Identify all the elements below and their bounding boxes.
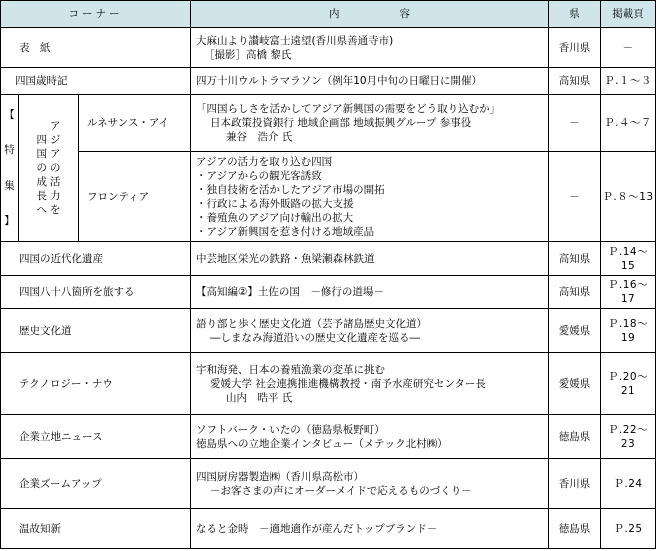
special-label-char: 集 bbox=[4, 179, 15, 192]
content-line: 中芸地区栄光の鉄路・魚梁瀬森林鉄道 bbox=[196, 252, 375, 265]
header-pref: 県 bbox=[549, 1, 601, 28]
special-label-char: 【 bbox=[4, 109, 15, 121]
corner-cell: 四国歳時記 bbox=[1, 68, 191, 95]
pref-cell: 香川県 bbox=[549, 459, 601, 509]
theme-char: 長 bbox=[36, 190, 47, 202]
pref-cell: 高知県 bbox=[549, 242, 601, 276]
content-cell bbox=[191, 415, 549, 459]
table-row bbox=[1, 242, 656, 276]
page-cell: Ｐ.18～19 bbox=[601, 309, 656, 353]
content-line: ―しまなみ海道沿いの歴史文化遺産を巡る― bbox=[210, 331, 421, 344]
table-row bbox=[1, 459, 656, 509]
content-line: ・行政による海外販路の拡大支援 bbox=[196, 197, 354, 210]
content-line: 兼谷 浩介 氏 bbox=[226, 131, 293, 143]
content-line: アジアの活力を取り込む四国 bbox=[196, 155, 333, 168]
pref-cell: － bbox=[549, 152, 601, 242]
corner-cell: 四国八十八箇所を旅する bbox=[1, 276, 191, 309]
theme-char: ア bbox=[50, 120, 61, 132]
corner-cell: ルネサンス・アイ bbox=[79, 95, 191, 152]
corner-cell: 温故知新 bbox=[1, 509, 191, 549]
table-row bbox=[1, 68, 656, 95]
pref-cell: 愛媛県 bbox=[549, 309, 601, 353]
content-cell bbox=[191, 28, 549, 68]
theme-char: へ bbox=[36, 204, 47, 216]
corner-cell: 表 紙 bbox=[1, 28, 191, 68]
corner-cell: 企業ズームアップ bbox=[1, 459, 191, 509]
theme-char: を bbox=[50, 204, 61, 216]
theme-char: 力 bbox=[50, 190, 61, 202]
theme-char: ア bbox=[50, 148, 61, 160]
special-label-char: 】 bbox=[4, 214, 15, 227]
content-line: 「四国らしさを活かしてアジア新興国の需要をどう取り込むか」 bbox=[196, 103, 501, 115]
content-line: ・アジアからの観光客誘致 bbox=[196, 169, 322, 182]
content-cell bbox=[191, 152, 549, 242]
page-cell: Ｐ.16～17 bbox=[601, 276, 656, 309]
theme-char: の bbox=[50, 162, 61, 174]
corner-cell: 企業立地ニュース bbox=[1, 415, 191, 459]
theme-char: 活 bbox=[50, 176, 61, 188]
content-line: －お客さまの声にオーダーメイドで応えるものづくり－ bbox=[210, 484, 472, 497]
header-corner: コーナー bbox=[1, 1, 191, 28]
table-row bbox=[1, 309, 656, 353]
content-cell bbox=[191, 68, 549, 95]
page-cell: Ｐ.８～13 bbox=[601, 152, 656, 242]
page-cell: Ｐ.24 bbox=[601, 459, 656, 509]
header-content: 内 容 bbox=[191, 1, 549, 28]
content-cell bbox=[191, 459, 549, 509]
special-label-char: 特 bbox=[4, 144, 15, 157]
table-row bbox=[1, 276, 656, 309]
page-cell: － bbox=[601, 28, 656, 68]
page-cell: Ｐ.25 bbox=[601, 509, 656, 549]
special-row-2 bbox=[1, 152, 656, 242]
pref-cell: 徳島県 bbox=[549, 509, 601, 549]
corner-cell: 四国の近代化遺産 bbox=[1, 242, 191, 276]
content-cell bbox=[191, 509, 549, 549]
content-cell bbox=[191, 353, 549, 415]
content-line: 大麻山より讃岐富士遠望(香川県善通寺市) bbox=[196, 34, 394, 47]
content-line: 山内 晧平 氏 bbox=[226, 391, 293, 404]
content-line: ・アジア新興国を惹き付ける地域産品 bbox=[196, 225, 375, 238]
content-line: 【高知編②】土佐の国 －修行の道場－ bbox=[196, 286, 384, 298]
content-cell bbox=[191, 276, 549, 309]
content-line: なると金時 －適地適作が産んだトップブランド－ bbox=[196, 522, 438, 535]
table-row bbox=[1, 28, 656, 68]
content-line: ・養殖魚のアジア向け輸出の拡大 bbox=[196, 211, 354, 224]
content-cell bbox=[191, 242, 549, 276]
corner-cell: テクノロジー・ナウ bbox=[1, 353, 191, 415]
theme-char: 成 bbox=[36, 176, 47, 188]
content-line: 日本政策投資銀行 地域企画部 地域振興グループ 参事役 bbox=[210, 117, 472, 129]
content-line: 愛媛大学 社会連携推進機構教授・南予水産研究センター長 bbox=[210, 377, 486, 390]
corner-cell: フロンティア bbox=[79, 152, 191, 242]
pref-cell: 高知県 bbox=[549, 276, 601, 309]
content-line: 語り部と歩く歴史文化道（芸予諸島歴史文化道） bbox=[196, 317, 428, 330]
pref-cell: 高知県 bbox=[549, 68, 601, 95]
pref-cell: 香川県 bbox=[549, 28, 601, 68]
theme-char: 四 bbox=[36, 134, 47, 146]
content-line: 徳島県への立地企業インタビュー（メテック北村㈱） bbox=[196, 437, 448, 450]
content-line: ソフトバーク・いたの（徳島県板野町） bbox=[196, 423, 385, 436]
page-cell: Ｐ.１～３ bbox=[601, 68, 656, 95]
special-row-1 bbox=[1, 95, 656, 152]
content-line: 宇和海発、日本の養殖漁業の変革に挑む bbox=[196, 363, 386, 376]
corner-cell: 歴史文化道 bbox=[1, 309, 191, 353]
theme-char: の bbox=[36, 162, 47, 174]
pref-cell: 徳島県 bbox=[549, 415, 601, 459]
special-label bbox=[1, 95, 19, 242]
content-line: 四万十川ウルトラマラソン（例年10月中旬の日曜日に開催） bbox=[196, 75, 483, 87]
content-cell bbox=[191, 95, 549, 152]
theme-char: 国 bbox=[36, 148, 47, 160]
content-line: ・独自技術を活かしたアジア市場の開拓 bbox=[196, 183, 385, 196]
special-theme bbox=[19, 95, 79, 242]
pref-cell: － bbox=[549, 95, 601, 152]
page-cell: Ｐ.22～23 bbox=[601, 415, 656, 459]
content-cell bbox=[191, 309, 549, 353]
table-row bbox=[1, 353, 656, 415]
content-line: ［撮影］高橋 黎氏 bbox=[204, 48, 292, 61]
content-line: 四国厨房器製造㈱（香川県高松市） bbox=[196, 470, 365, 483]
pref-cell: 愛媛県 bbox=[549, 353, 601, 415]
header-row bbox=[1, 1, 656, 28]
theme-char: ジ bbox=[50, 134, 61, 146]
header-page: 掲載頁 bbox=[601, 1, 656, 28]
page-cell: Ｐ.14～15 bbox=[601, 242, 656, 276]
page-cell: Ｐ.４～７ bbox=[601, 95, 656, 152]
table-row bbox=[1, 509, 656, 549]
page-cell: Ｐ.20～21 bbox=[601, 353, 656, 415]
table-row bbox=[1, 415, 656, 459]
